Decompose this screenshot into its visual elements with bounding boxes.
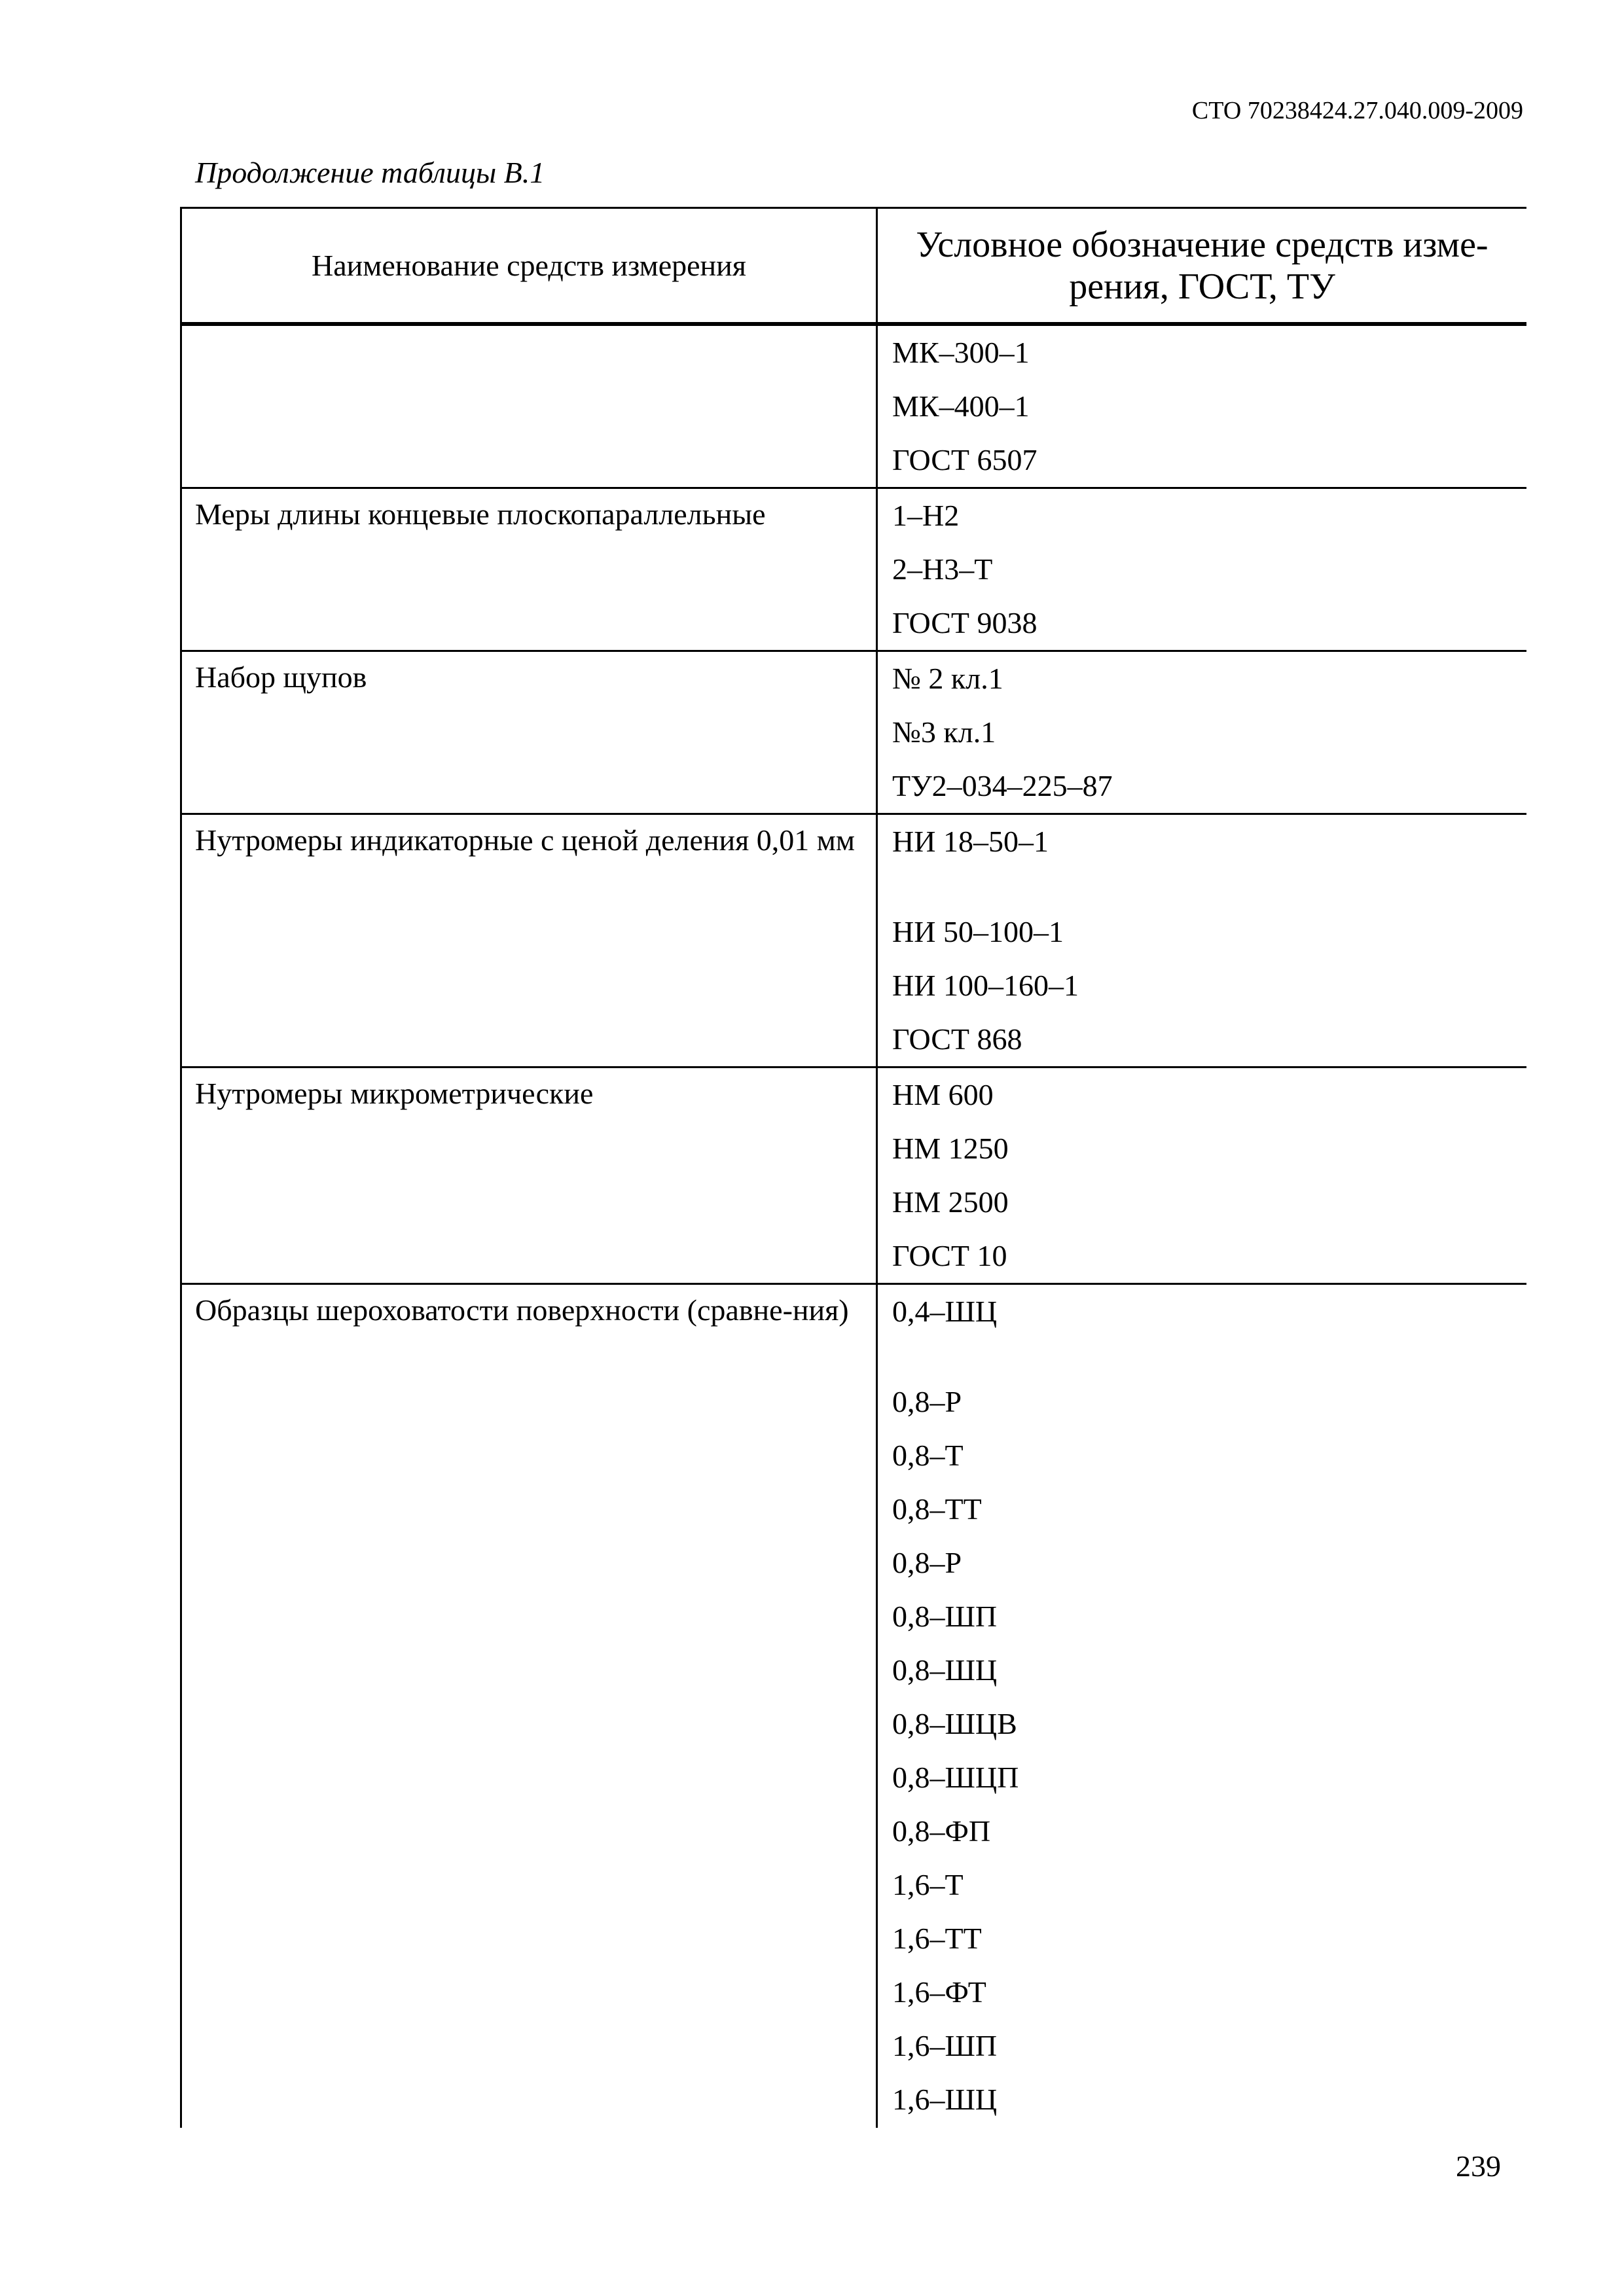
designation-line: №3 кл.1 — [892, 715, 996, 749]
designation-line: 0,8–Т — [892, 1439, 964, 1472]
table-row — [181, 1067, 1527, 1284]
table-header-row — [181, 208, 1527, 325]
table-row — [181, 1284, 1527, 2128]
designation-line: НИ 50–100–1 — [892, 915, 1064, 948]
designation-cell — [877, 1284, 1527, 2128]
page-number: 239 — [1456, 2149, 1501, 2183]
instrument-name-cell: Нутромеры индикаторные с ценой деления 0,01 мм — [181, 814, 877, 1067]
designation-line: 0,8–Р — [892, 1385, 962, 1418]
instrument-name-cell: Набор щупов — [181, 651, 877, 814]
designation-line: 0,8–ФП — [892, 1814, 991, 1848]
designation-cell — [877, 324, 1527, 488]
table-caption: Продолжение таблицы В.1 — [195, 156, 545, 189]
measuring-instruments-table — [180, 207, 1526, 2128]
designation-line: НМ 600 — [892, 1078, 994, 1111]
designation-line: 0,8–Р — [892, 1546, 962, 1579]
designation-cell — [877, 1067, 1527, 1284]
table-row — [181, 814, 1527, 1067]
standard-reference: ГОСТ 6507 — [892, 443, 1038, 476]
table-row — [181, 651, 1527, 814]
table-row — [181, 488, 1527, 651]
designation-cell — [877, 488, 1527, 651]
designation-line: НМ 2500 — [892, 1185, 1009, 1219]
standard-reference: ТУ2–034–225–87 — [892, 769, 1113, 802]
document-code: СТО 70238424.27.040.009-2009 — [1191, 97, 1523, 124]
designation-line: 1,6–Т — [892, 1868, 964, 1901]
designation-line: 0,8–ШЦВ — [892, 1707, 1017, 1740]
designation-line: 0,8–ШЦ — [892, 1653, 998, 1687]
designation-line: 1,6–ШП — [892, 2029, 998, 2062]
designation-line: НИ 18–50–1 — [892, 825, 1049, 858]
instrument-name-cell: Нутромеры микрометрические — [181, 1067, 877, 1284]
designation-line: 1,6–ШЦ — [892, 2083, 998, 2116]
designation-cell — [877, 814, 1527, 1067]
designation-line: 1–Н2 — [892, 499, 960, 532]
standard-reference: ГОСТ 10 — [892, 1239, 1007, 1272]
designation-line: 2–Н3–Т — [892, 552, 993, 586]
designation-line: 1,6–ФТ — [892, 1975, 986, 2009]
instrument-name-cell: Образцы шероховатости поверхности (сравне-ния) — [181, 1284, 877, 2128]
designation-cell — [877, 651, 1527, 814]
instrument-name-cell: Меры длины концевые плоскопараллельные — [181, 488, 877, 651]
column-header-name: Наименование средств измерения — [181, 208, 877, 325]
designation-line: 1,6–ТТ — [892, 1922, 982, 1955]
column-header-designation: Условное обозначение средств изме-рения, ГОСТ, ТУ — [877, 208, 1527, 325]
standard-reference: ГОСТ 868 — [892, 1022, 1022, 1056]
designation-line: 0,8–ШП — [892, 1600, 998, 1633]
standard-reference: ГОСТ 9038 — [892, 606, 1038, 639]
designation-line: 0,4–ШЦ — [892, 1295, 998, 1328]
table-row — [181, 324, 1527, 488]
designation-line: НМ 1250 — [892, 1132, 1009, 1165]
designation-line: НИ 100–160–1 — [892, 969, 1079, 1002]
designation-line: № 2 кл.1 — [892, 662, 1003, 695]
designation-line: МК–400–1 — [892, 389, 1030, 423]
instrument-name-cell — [181, 324, 877, 488]
designation-line: 0,8–ТТ — [892, 1492, 982, 1526]
designation-line: МК–300–1 — [892, 336, 1030, 369]
designation-line: 0,8–ШЦП — [892, 1761, 1019, 1794]
